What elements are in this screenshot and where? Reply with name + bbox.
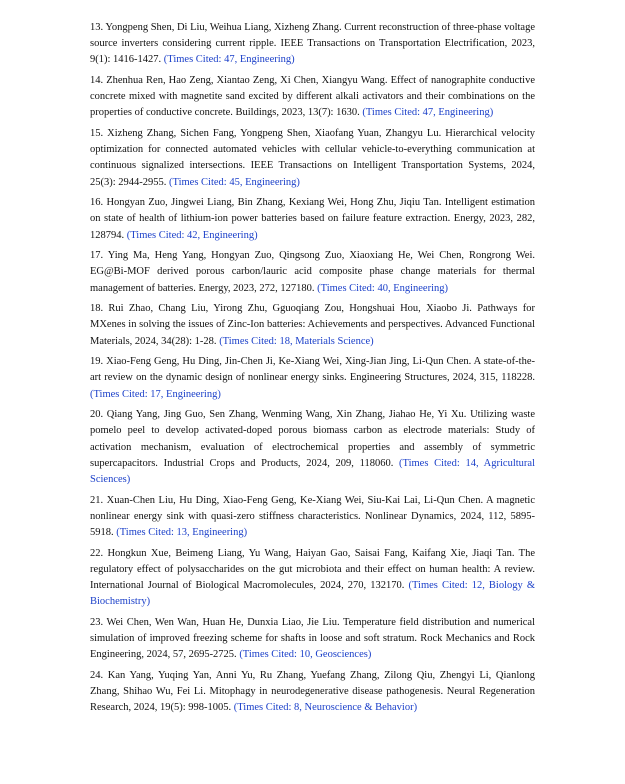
times-cited-label: (Times Cited: 18, Materials Science)	[219, 335, 374, 347]
reference-text: Xiao-Feng Geng, Hu Ding, Jin-Chen Ji, Ke-Xiang Wei, Xing-Jian Jing, Li-Qun Chen. A state-of-the-art review on the dynamic design of nonlinear energy sinks. Engineering Structures, 2024, 315, 118228.	[90, 356, 535, 384]
reference-item	[90, 407, 535, 488]
reference-item	[90, 615, 535, 664]
times-cited-label: (Times Cited: 12, Biology & Biochemistry)	[90, 580, 536, 608]
times-cited-label: (Times Cited: 47, Engineering)	[163, 54, 295, 66]
times-cited-label: (Times Cited: 10, Geosciences)	[239, 649, 372, 661]
times-cited-label: (Times Cited: 17, Engineering)	[90, 388, 221, 400]
times-cited-label: (Times Cited: 40, Engineering)	[317, 282, 449, 294]
times-cited-label: (Times Cited: 42, Engineering)	[126, 229, 258, 241]
reference-number: 22.	[90, 547, 104, 559]
reference-text: Xuan-Chen Liu, Hu Ding, Xiao-Feng Geng, Ke-Xiang Wei, Siu-Kai Lai, Li-Qun Chen. A magnetic nonlinear energy sink with quasi-zero stiffness characteristics. Nonlinear Dynamics, 2024, 112, 5895-5918.	[90, 494, 535, 539]
reference-number: 16.	[90, 197, 104, 209]
reference-number: 18.	[90, 303, 104, 315]
reference-number: 20.	[90, 409, 104, 421]
reference-item	[90, 195, 535, 244]
reference-text: Hongyan Zuo, Jingwei Liang, Bin Zhang, Kexiang Wei, Hong Zhu, Jiqiu Tan. Intelligent estimation on state of health of lithium-ion power batteries based on failure feature extraction. Energy, 2023, 282, 128794.	[90, 197, 535, 241]
reference-number: 24.	[90, 669, 104, 681]
reference-text: Xizheng Zhang, Sichen Fang, Yongpeng Shen, Xiaofang Yuan, Zhangyu Lu. Hierarchical velocity optimization for connected automated vehicles with cellular vehicle-to-everything communication at continuous signalized intersections. IEEE Transactions on Intelligent Transportation Systems, 2024, 25(3): 2944-2955.	[90, 128, 535, 188]
times-cited-label: (Times Cited: 8, Neuroscience & Behavior)	[233, 702, 418, 714]
reference-item	[90, 668, 535, 717]
reference-item	[90, 73, 535, 122]
reference-item	[90, 301, 535, 350]
reference-item	[90, 546, 535, 611]
times-cited-label: (Times Cited: 47, Engineering)	[362, 107, 494, 119]
reference-text: Kan Yang, Yuqing Yan, Anni Yu, Ru Zhang, Yuefang Zhang, Zilong Qiu, Zhengyi Li, Qianlong Zhang, Shihao Wu, Fei Li. Mitophagy in neurodegenerative disease pathogenesis. Neural Regeneration Research, 2024, 19(5): 998-1005.	[90, 669, 535, 714]
reference-list	[90, 20, 535, 721]
reference-number: 17.	[90, 250, 104, 262]
reference-text: Yongpeng Shen, Di Liu, Weihua Liang, Xizheng Zhang. Current reconstruction of three-phase voltage source inverters considering current ripple. IEEE Transactions on Transportation Electrification, 2023, 9(1): 1416-1427.	[90, 22, 535, 66]
times-cited-label: (Times Cited: 45, Engineering)	[169, 176, 300, 188]
reference-item	[90, 126, 535, 191]
reference-number: 13.	[90, 22, 104, 33]
reference-text: Wei Chen, Wen Wan, Huan He, Dunxia Liao, Jie Liu. Temperature field distribution and numerical simulation of improved freezing scheme for shafts in loose and soft stratum. Rock Mechanics and Rock Engineering, 2024, 57, 2695-2725.	[90, 616, 535, 661]
reference-item	[90, 20, 535, 69]
reference-item	[90, 493, 535, 542]
times-cited-label: (Times Cited: 13, Engineering)	[116, 527, 248, 539]
reference-number: 19.	[90, 356, 104, 368]
reference-text: Qiang Yang, Jing Guo, Sen Zhang, Wenming Wang, Xin Zhang, Jiahao He, Yi Xu. Utilizing waste pomelo peel to develop activated-doped porous biomass carbon as electrode materials: Study of activation mechanism, evaluation of electrochemical properties and assembly of symmetric supercapacitors. Industrial Crops and Products, 2024, 209, 118060.	[90, 409, 536, 469]
reference-item	[90, 248, 535, 297]
reference-number: 23.	[90, 616, 104, 628]
reference-text: Hongkun Xue, Beimeng Liang, Yu Wang, Haiyan Gao, Saisai Fang, Kaifang Xie, Jiaqi Tan. The regulatory effect of polysaccharides on the gut microbiota and their effect on human health: A review. International Journal of Biological Macromolecules, 2024, 270, 132170.	[90, 547, 536, 592]
reference-number: 14.	[90, 75, 104, 86]
reference-text: Ying Ma, Heng Yang, Hongyan Zuo, Qingsong Zuo, Xiaoxiang He, Wei Chen, Rongrong Wei. EG@Bi-MOF derived porous carbon/lauric acid composite phase change materials for thermal management of batteries. Energy, 2023, 272, 127180.	[90, 250, 535, 294]
reference-item	[90, 354, 535, 403]
reference-text: Zhenhua Ren, Hao Zeng, Xiantao Zeng, Xi Chen, Xiangyu Wang. Effect of nanographite conductive concrete mixed with magnetite sand excited by different alkali activators and their combinations on the properties of conductive concrete. Buildings, 2023, 13(7): 1630.	[90, 75, 535, 119]
times-cited-label: (Times Cited: 14, Agricultural Sciences)	[90, 457, 535, 486]
reference-number: 21.	[90, 494, 104, 506]
reference-text: Rui Zhao, Chang Liu, Yirong Zhu, Gguoqiang Zou, Hongshuai Hou, Xiaobo Ji. Pathways for MXenes in solving the issues of Zinc-Ion batteries: Achievements and perspectives. Advanced Functional Materials, 2024, 34(28): 1-28.	[90, 303, 535, 347]
reference-number: 15.	[90, 128, 104, 139]
